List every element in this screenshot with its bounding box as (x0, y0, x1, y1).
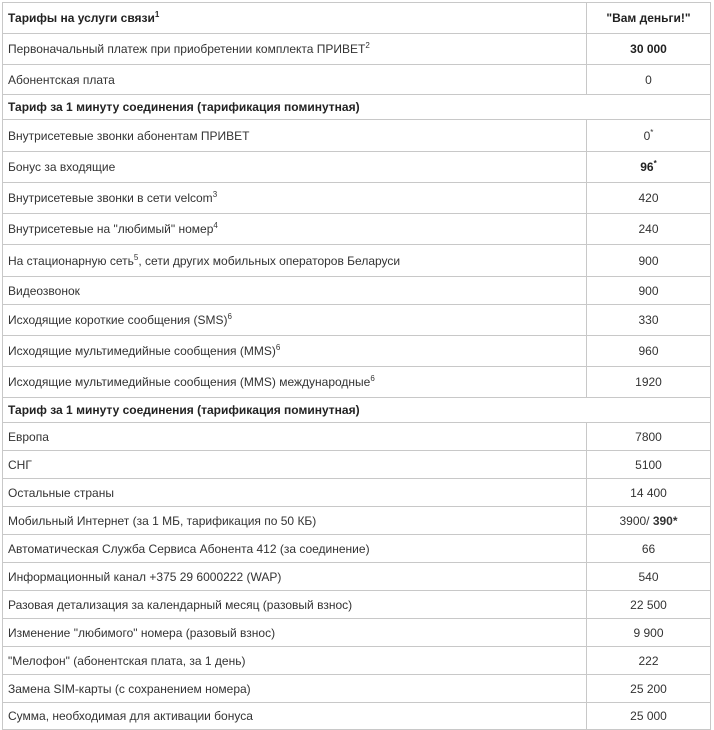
section-header-row (3, 398, 711, 423)
row-value: 540 (587, 563, 711, 591)
footnote-marker: 6 (275, 343, 281, 352)
row-value: 30 000 (587, 34, 711, 65)
footnote-marker: 5 (133, 252, 139, 262)
row-label: СНГ (3, 451, 587, 479)
table-row (3, 451, 711, 479)
row-value: 240 (587, 214, 711, 245)
table-row (3, 336, 711, 367)
table-row (3, 65, 711, 95)
row-value-text: 96 (640, 160, 654, 174)
row-value: 9 900 (587, 619, 711, 647)
footnote-marker: 6 (227, 312, 232, 321)
table-header-row (3, 3, 711, 34)
table-row (3, 479, 711, 507)
row-label-text: Внутрисетевые звонки в сети velcom (8, 191, 213, 205)
row-value (587, 120, 711, 152)
row-value: 222 (587, 647, 711, 675)
row-label-text: Первоначальный платеж при приобретении комплекта ПРИВЕТ (8, 42, 366, 56)
table-row (3, 423, 711, 451)
row-label-text: , сети других мобильных операторов Беларуси (138, 253, 401, 268)
row-value: 5100 (587, 451, 711, 479)
section-title: Тариф за 1 минуту соединения (тарификация поминутная) (3, 95, 711, 120)
table-row (3, 277, 711, 305)
row-label (3, 245, 587, 277)
row-label: Абонентская плата (3, 65, 587, 95)
footnote-marker: 4 (213, 221, 218, 230)
header-plan-label: "Вам деньги!" (606, 11, 691, 25)
row-label-text: Внутрисетевые на "любимый" номер (8, 222, 214, 236)
table-row (3, 619, 711, 647)
row-label: "Мелофон" (абонентская плата, за 1 день) (3, 647, 587, 675)
row-value-bold: 390* (649, 513, 678, 528)
row-label: Изменение "любимого" номера (разовый взнос) (3, 619, 587, 647)
row-label: Автоматическая Служба Сервиса Абонента 412 (за соединение) (3, 535, 587, 563)
row-value: 420 (587, 183, 711, 214)
table-row (3, 703, 711, 730)
row-label-text: На стационарную сеть (8, 253, 134, 268)
row-value-text: 0 (643, 128, 651, 143)
row-value: 22 500 (587, 591, 711, 619)
row-label: Внутрисетевые звонки абонентам ПРИВЕТ (3, 120, 587, 152)
row-value (587, 152, 711, 183)
row-label (3, 367, 587, 398)
table-row (3, 183, 711, 214)
row-label: Мобильный Интернет (за 1 МБ, тарификация по 50 КБ) (3, 507, 587, 535)
row-label-text: Исходящие короткие сообщения (SMS) (8, 313, 228, 327)
section-header-row (3, 95, 711, 120)
section-title: Тариф за 1 минуту соединения (тарификация поминутная) (3, 398, 711, 423)
row-label (3, 336, 587, 367)
row-label: Замена SIM-карты (с сохранением номера) (3, 675, 587, 703)
row-value: 14 400 (587, 479, 711, 507)
row-label (3, 214, 587, 245)
row-label: Разовая детализация за календарный месяц (разовый взнос) (3, 591, 587, 619)
table-row (3, 367, 711, 398)
asterisk-marker: * (653, 159, 657, 168)
footnote-marker: 3 (212, 190, 218, 199)
footnote-marker: 1 (154, 10, 160, 19)
row-label: Европа (3, 423, 587, 451)
table-row (3, 214, 711, 245)
asterisk-marker: * (650, 127, 654, 137)
row-value: 330 (587, 305, 711, 336)
row-value: 25 200 (587, 675, 711, 703)
row-value: 7800 (587, 423, 711, 451)
row-label: Сумма, необходимая для активации бонуса (3, 703, 587, 730)
row-label (3, 183, 587, 214)
row-value: 25 000 (587, 703, 711, 730)
row-value: 0 (587, 65, 711, 95)
row-label-text: Исходящие мультимедийные сообщения (MMS) (8, 344, 276, 358)
row-label (3, 305, 587, 336)
table-row (3, 647, 711, 675)
row-label: Информационный канал +375 29 6000222 (WAP) (3, 563, 587, 591)
row-label-text: Исходящие мультимедийные сообщения (MMS) международные (8, 375, 371, 389)
table-row (3, 535, 711, 563)
row-value: 66 (587, 535, 711, 563)
row-label (3, 34, 587, 65)
row-value: 960 (587, 336, 711, 367)
table-row (3, 675, 711, 703)
table-row (3, 120, 711, 152)
row-label: Бонус за входящие (3, 152, 587, 183)
row-value-text: 3900/ (619, 513, 650, 528)
table-row (3, 305, 711, 336)
row-label: Видеозвонок (3, 277, 587, 305)
table-row (3, 563, 711, 591)
table-row (3, 152, 711, 183)
header-plan-cell (587, 3, 711, 34)
header-services-label: Тарифы на услуги связи (8, 11, 155, 25)
footnote-marker: 6 (370, 374, 375, 383)
table-row (3, 507, 711, 535)
header-services-cell (3, 3, 587, 34)
row-value: 1920 (587, 367, 711, 398)
row-value (587, 507, 711, 535)
footnote-marker: 2 (365, 41, 370, 50)
table-row (3, 245, 711, 277)
tariff-table (2, 2, 711, 730)
row-value: 900 (587, 245, 711, 277)
table-row (3, 34, 711, 65)
row-value: 900 (587, 277, 711, 305)
row-label: Остальные страны (3, 479, 587, 507)
table-row (3, 591, 711, 619)
